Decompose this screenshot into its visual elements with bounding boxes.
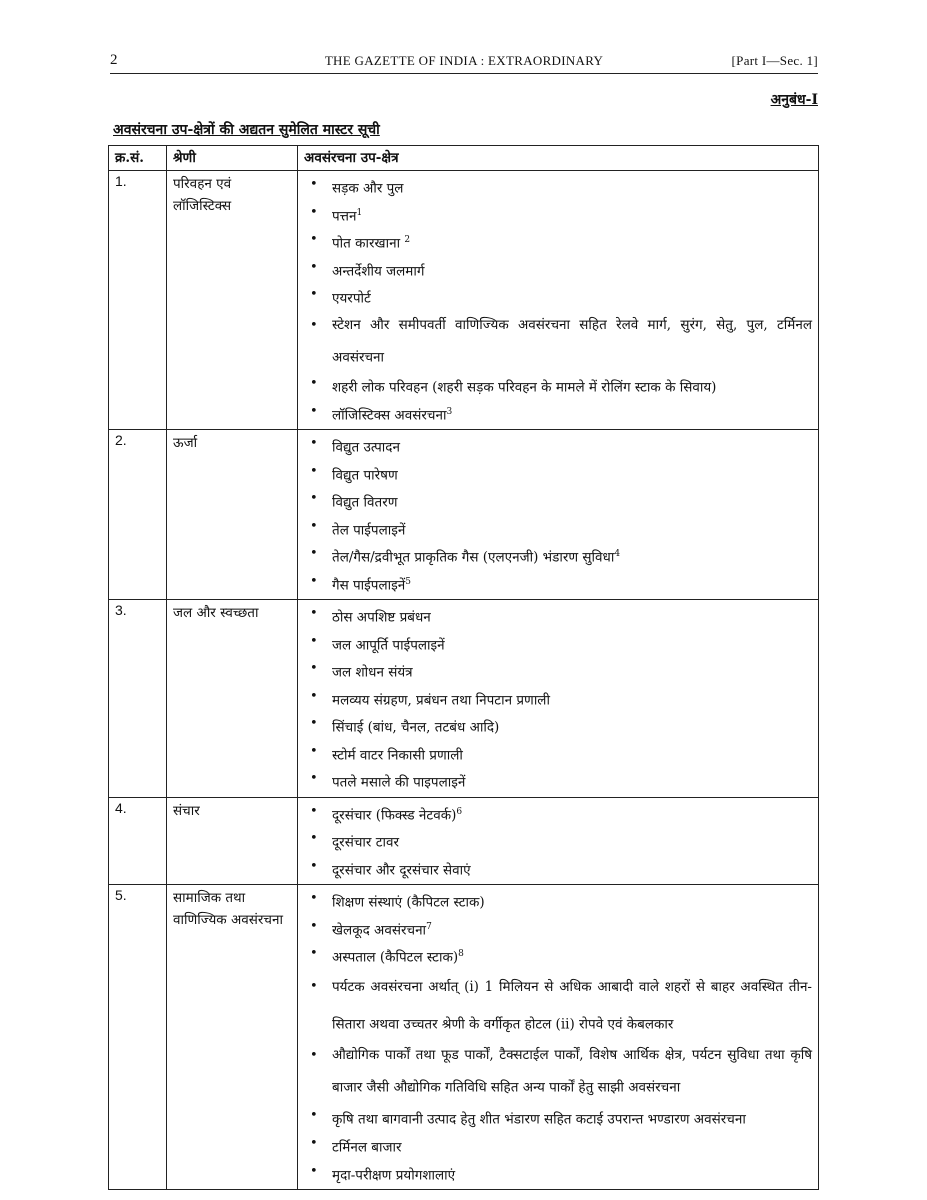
table-row xyxy=(109,430,819,600)
annexure-label: अनुबंध-I xyxy=(770,92,818,108)
list-item: • औद्योगिक पार्कों तथा फूड पार्कों, टैक्सटाईल पार्कों, विशेष आर्थिक क्षेत्र, पर्यटन सुविधा तथा कृषि बाजार जैसी औद्योगिक गतिविधि सहित अन्य पार्कों हेतु साझी अवसंरचना xyxy=(304,1041,812,1103)
col-header-serial: क्र.सं. xyxy=(109,146,167,171)
table-row xyxy=(109,885,819,1190)
table-row xyxy=(109,600,819,798)
row-subsectors xyxy=(298,885,819,1190)
list-item: • खेलकूद अवसंरचना$^7$ xyxy=(304,915,812,943)
list-item: • कृषि तथा बागवानी उत्पाद हेतु शीत भंडारण सहित कटाई उपरान्त भण्डारण अवसंरचना xyxy=(304,1103,812,1133)
row-number: 2. xyxy=(109,430,167,600)
row-category: परिवहन एवं लॉजिस्टिक्स xyxy=(167,171,298,430)
list-item: • जल आपूर्ति पाईपलाइनें xyxy=(304,630,812,658)
page-header xyxy=(110,52,818,72)
list-item: • पोत कारखाना $^2$ xyxy=(304,228,812,256)
list-item: • तेल पाईपलाइनें xyxy=(304,515,812,543)
list-item: • दूरसंचार (फिक्स्ड नेटवर्क)$^6$ xyxy=(304,800,812,828)
page-number: 2 xyxy=(110,52,118,68)
list-item: • पतले मसाले की पाइपलाइनें xyxy=(304,767,812,795)
list-item: • स्टेशन और समीपवर्ती वाणिज्यिक अवसंरचना सहित रेलवे मार्ग, सुरंग, सेतु, पुल, टर्मिनल अवसंरचना xyxy=(304,311,812,373)
list-item: • ठोस अपशिष्ट प्रबंधन xyxy=(304,602,812,630)
col-header-category: श्रेणी xyxy=(167,146,298,171)
list-item: • सिंचाई (बांध, चैनल, तटबंध आदि) xyxy=(304,712,812,740)
row-subsectors xyxy=(298,797,819,885)
part-section: [Part I—Sec. 1] xyxy=(731,53,818,68)
list-item: • सड़क और पुल xyxy=(304,173,812,201)
list-item: • दूरसंचार और दूरसंचार सेवाएं xyxy=(304,855,812,883)
gazette-title: THE GAZETTE OF INDIA : EXTRAORDINARY xyxy=(324,53,604,68)
list-item: • पर्यटक अवसंरचना अर्थात् (i) 1 मिलियन से अधिक आबादी वाले शहरों से बाहर अवस्थित तीन-सितारा अथवा उच्चतर श्रेणी के वर्गीकृत होटल (ii) रोपवे एवं केबलकार xyxy=(304,970,812,1042)
list-item: • अस्पताल (कैपिटल स्टाक)$^8$ xyxy=(304,942,812,970)
col-header-subsector: अवसंरचना उप-क्षेत्र xyxy=(298,146,819,171)
table-row xyxy=(109,797,819,885)
row-category: संचार xyxy=(167,797,298,885)
row-category: ऊर्जा xyxy=(167,430,298,600)
list-item: • दूरसंचार टावर xyxy=(304,827,812,855)
list-item: • टर्मिनल बाजार xyxy=(304,1132,812,1160)
list-item: • गैस पाईपलाइनें$^5$ xyxy=(304,570,812,598)
table-header-row xyxy=(109,146,819,171)
row-category: सामाजिक तथा वाणिज्यिक अवसंरचना xyxy=(167,885,298,1190)
row-number: 3. xyxy=(109,600,167,798)
row-number: 5. xyxy=(109,885,167,1190)
list-item: • मलव्यय संग्रहण, प्रबंधन तथा निपटान प्रणाली xyxy=(304,685,812,713)
list-item: • अन्तर्देशीय जलमार्ग xyxy=(304,256,812,284)
master-list-table xyxy=(108,145,819,1190)
list-item: • मृदा-परीक्षण प्रयोगशालाएं xyxy=(304,1160,812,1188)
row-subsectors xyxy=(298,430,819,600)
list-item: • शहरी लोक परिवहन (शहरी सड़क परिवहन के मामले में रोलिंग स्टाक के सिवाय) xyxy=(304,372,812,400)
row-number: 1. xyxy=(109,171,167,430)
row-subsectors xyxy=(298,171,819,430)
table-row xyxy=(109,171,819,430)
list-item: • विद्युत वितरण xyxy=(304,487,812,515)
list-item: • शिक्षण संस्थाएं (कैपिटल स्टाक) xyxy=(304,887,812,915)
list-item: • विद्युत पारेषण xyxy=(304,460,812,488)
row-category: जल और स्वच्छता xyxy=(167,600,298,798)
row-subsectors xyxy=(298,600,819,798)
list-item: • विद्युत उत्पादन xyxy=(304,432,812,460)
list-title: अवसंरचना उप-क्षेत्रों की अद्यतन सुमेलित मास्टर सूची xyxy=(113,122,380,138)
list-item: • स्टोर्म वाटर निकासी प्रणाली xyxy=(304,740,812,768)
list-item: • एयरपोर्ट xyxy=(304,283,812,311)
list-item: • लॉजिस्टिक्स अवसंरचना$^3$ xyxy=(304,400,812,428)
list-item: • तेल/गैस/द्रवीभूत प्राकृतिक गैस (एलएनजी) भंडारण सुविधा$^4$ xyxy=(304,542,812,570)
list-item: • जल शोधन संयंत्र xyxy=(304,657,812,685)
list-item: • पत्तन$^1$ xyxy=(304,201,812,229)
row-number: 4. xyxy=(109,797,167,885)
header-rule xyxy=(110,73,818,74)
